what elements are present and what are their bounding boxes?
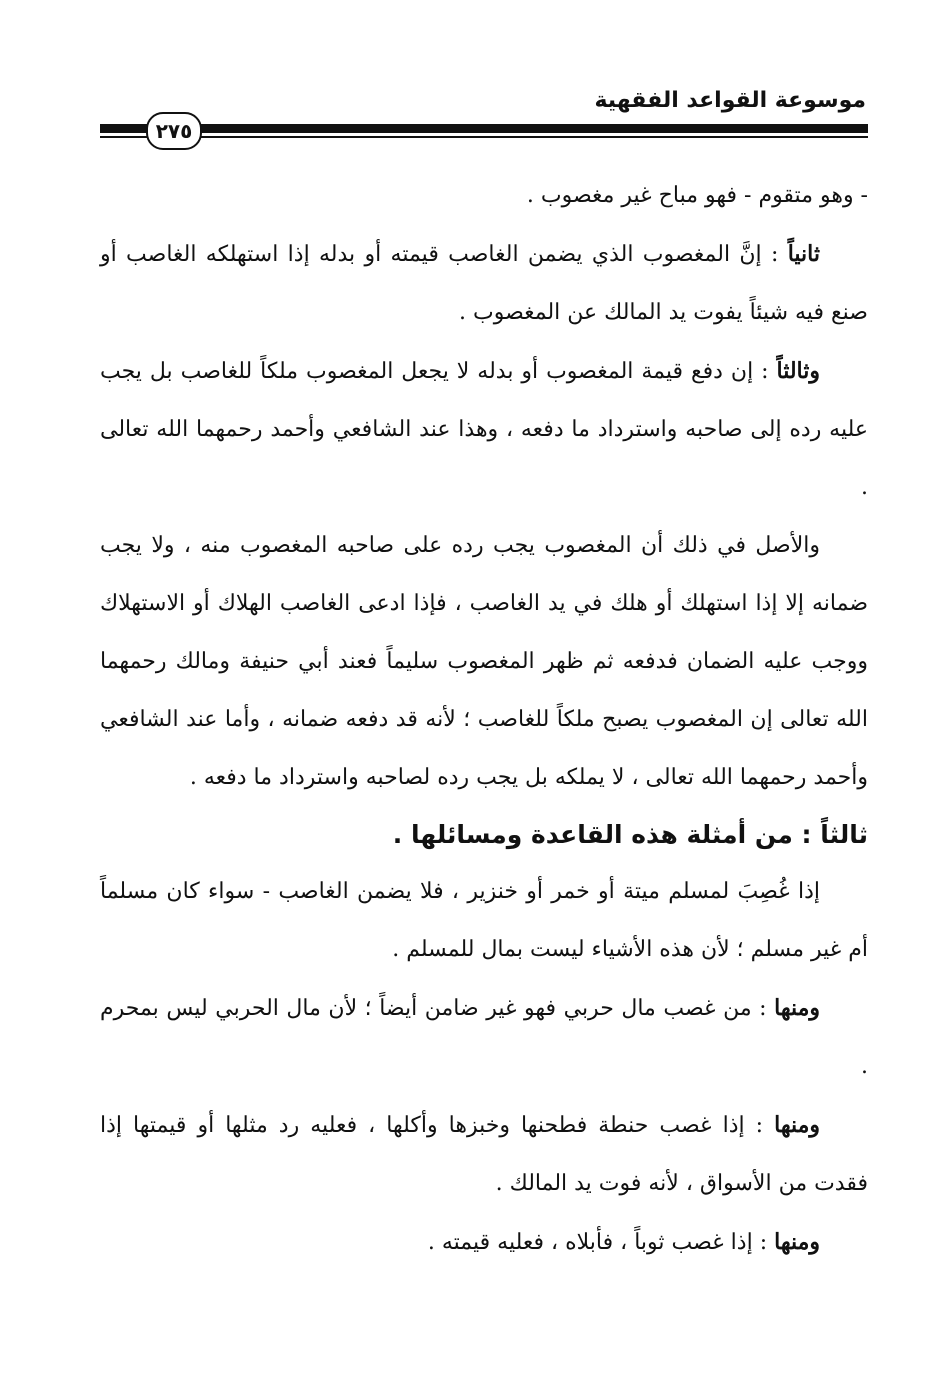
- running-title: موسوعة القواعد الفقهية: [594, 88, 866, 113]
- paragraph: [100, 225, 868, 342]
- page-number: ٢٧٥: [146, 112, 202, 150]
- paragraph-text: : إن دفع قيمة المغصوب أو بدله لا يجعل المغصوب ملكاً للغاصب بل يجب عليه رده إلى صاحبه واسترداد ما دفعه ، وهذا عند الشافعي وأحمد رحمهما الله تعالى .: [100, 359, 868, 500]
- example-paragraph: [100, 1213, 868, 1272]
- header-rule-thin: [100, 136, 868, 138]
- paragraph: والأصل في ذلك أن المغصوب يجب رده على صاحبه المغصوب منه ، ولا يجب ضمانه إلا إذا استهلك أو هلك في يد الغاصب ، فإذا ادعى الغاصب الهلاك أو الاستهلاك ووجب عليه الضمان فدفعه ثم ظهر المغصوب سليماً فعند أبي حنيفة ومالك رحمهما الله تعالى إن المغصوب يصبح ملكاً للغاصب ؛ لأنه قد دفعه ضمانه ، وأما عند الشافعي وأحمد رحمهما الله تعالى ، لا يملكه بل يجب رده لصاحبه واسترداد ما دفعه .: [100, 533, 868, 790]
- paragraph-lead: ثانياً: [787, 241, 820, 267]
- header-rule-thick: [100, 124, 868, 133]
- paragraph: [100, 342, 868, 517]
- paragraph-lead: ومنها: [774, 1229, 820, 1255]
- example-paragraph: [100, 1096, 868, 1213]
- paragraph-lead: ومنها: [774, 1112, 820, 1138]
- paragraph-lead: ومنها: [774, 995, 820, 1021]
- paragraph-text: : إذا غصب حنطة فطحنها وخبزها وأكلها ، فعليه رد مثلها أو قيمتها إذا فقدت من الأسواق ، لأنه فوت يد المالك .: [100, 1113, 868, 1196]
- section-heading: ثالثاً : من أمثلة هذه القاعدة ومسائلها .: [392, 820, 868, 849]
- paragraph-text: : من غصب مال حربي فهو غير ضامن أيضاً ؛ لأن مال الحربي ليس بمحرم .: [100, 996, 868, 1079]
- paragraph: - وهو متقوم - فهو مباح غير مغصوب .: [526, 183, 868, 208]
- page-content: [100, 167, 868, 1272]
- example-paragraph: [100, 979, 868, 1096]
- paragraph-text: : إذا غصب ثوباً ، فأبلاه ، فعليه قيمته .: [427, 1230, 775, 1255]
- paragraph-lead: وثالثاً: [776, 358, 820, 384]
- example-paragraph: إذا غُصِبَ لمسلم ميتة أو خمر أو خنزير ، فلا يضمن الغاصب - سواء كان مسلماً أم غير مسلم ؛ لأن هذه الأشياء ليست بمال للمسلم .: [100, 879, 868, 962]
- paragraph-text: : إنَّ المغصوب الذي يضمن الغاصب قيمته أو بدله إذا استهلكه الغاصب أو صنع فيه شيئاً يفوت يد المالك عن المغصوب .: [100, 242, 868, 325]
